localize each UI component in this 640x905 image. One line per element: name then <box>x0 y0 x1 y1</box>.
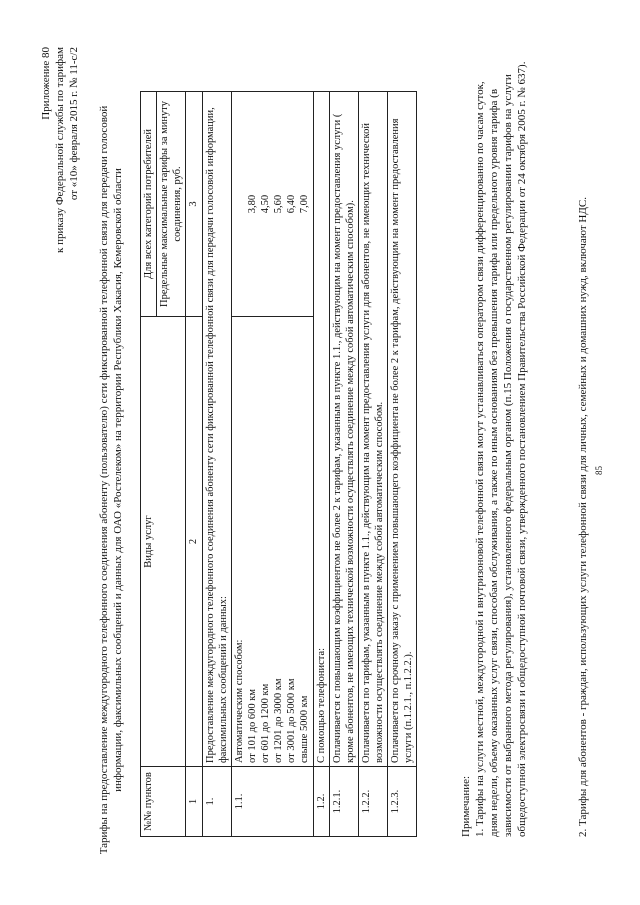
row-service-text <box>231 317 313 767</box>
column-number-3: 3 <box>186 92 202 317</box>
row-number: 1.2.1. <box>329 767 358 837</box>
distance-range: от 1201 до 3000 км <box>273 678 285 763</box>
row-number: 1.1. <box>231 767 313 837</box>
row-service-text: Оплачивается с повышающим коэффициентом не более 2 к тарифам, указанным в пункте 1.1., действующим на момент предоставления услуги ( кроме абонентов, не имеющих технической возможности осуществлять соединение между собой автоматическим способом). <box>329 92 358 767</box>
row-number: 1.2.3. <box>388 767 417 837</box>
table-row <box>202 92 231 837</box>
distance-range: от 101 до 600 км <box>246 688 258 763</box>
row-service-text: Оплачивается по тарифам, указанным в пункте 1.1., действующим на момент предоставления услуги для абонентов, не имеющих технической возможности осуществлять соединение между собой автоматическим способом. <box>358 92 387 767</box>
price-cell <box>231 92 313 317</box>
order-date: от «10» февраля 2015 г. № 11-с/2 <box>68 47 80 201</box>
table-header-row <box>141 92 157 837</box>
row-number: 1.2.2. <box>358 767 387 837</box>
appendix-number: Приложение 80 <box>40 47 52 120</box>
header-service-type: Виды услуг <box>141 317 186 767</box>
row-number: 1. <box>202 767 231 837</box>
document-title: Тарифы на предоставление междугородного телефонного соединения абонентy (пользователю) сети фиксированной телефонной связи для передачи голосовой информации, факсимильных сообщений и данных для ОАО «Ростелеком» на территории Республики Хакасия, Кемеровской области <box>98 105 125 855</box>
notes-label: Примечание: <box>460 775 472 837</box>
header-all-categories: Для всех категорий потребителей <box>141 92 157 317</box>
price-value: 5,60 <box>273 194 285 214</box>
distance-range: свыше 5000 км <box>299 695 311 763</box>
table-row <box>231 92 313 837</box>
tariff-table <box>140 91 417 837</box>
column-number-1: 1 <box>186 767 202 837</box>
row-number: 1.2. <box>313 767 329 837</box>
price-value: 7,00 <box>299 194 311 214</box>
note-1: 1. Тарифы на услуги местной, междугородной и внутризоновой телефонной связи могут устанавливаться оператором связи дифференцированно по часам суток, дням недели, объему оказанных услуг связи, способам обслуживания, а также по иным основаниям без превышения тарифа или предельного уровня тарифа (в зависимости от выбранного метода регулирования), установленного федеральным органом (п.15 Положения о государственном регулировании тарифов на услуги общедоступной электросвязи и общедоступной почтовой связи, утвержденного постановлением Правительства Российской Федерации от 24 октября 2005 г. № 637). <box>474 61 529 837</box>
table-row <box>388 92 417 837</box>
row-service-text: Оплачивается по срочному заказу с применением повышающего коэффициента не более 2 к тарифам, действующим на момент предоставления услуги (п.1.2.1., п.1.2.2.). <box>388 92 417 767</box>
distance-range: от 3001 до 5000 км <box>286 678 298 763</box>
note-2: 2. Тарифы для абонентов - граждан, использующих услуги телефонной связи для личных, семейных и домашних нужд, включают НДС. <box>577 197 589 837</box>
header-item-number: №№ пунктов <box>141 767 186 837</box>
table-row <box>313 92 329 837</box>
row-service-text: С помощью телефониста: <box>313 92 329 767</box>
price-value: 3,80 <box>246 194 258 214</box>
column-number-2: 2 <box>186 317 202 767</box>
automatic-method-label: Автоматическим способом: <box>233 639 245 763</box>
row-service-text: Предоставление междугородного телефонного соединения абоненту сети фиксированной телефонной связи для передачи голосовой информации, факсимильных сообщений и данных: <box>202 92 231 767</box>
column-number-row <box>186 92 202 837</box>
page-number: 85 <box>594 466 604 475</box>
price-value: 4,50 <box>260 194 271 214</box>
distance-range: от 601 до 1200 км <box>260 683 271 763</box>
header-max-tariff: Предельные максимальные тарифы за минуту соединения, руб. <box>157 92 186 317</box>
table-row <box>329 92 358 837</box>
price-value: 6,40 <box>286 194 298 214</box>
table-row <box>358 92 387 837</box>
order-reference: к приказу Федеральной службы по тарифам <box>54 47 66 253</box>
